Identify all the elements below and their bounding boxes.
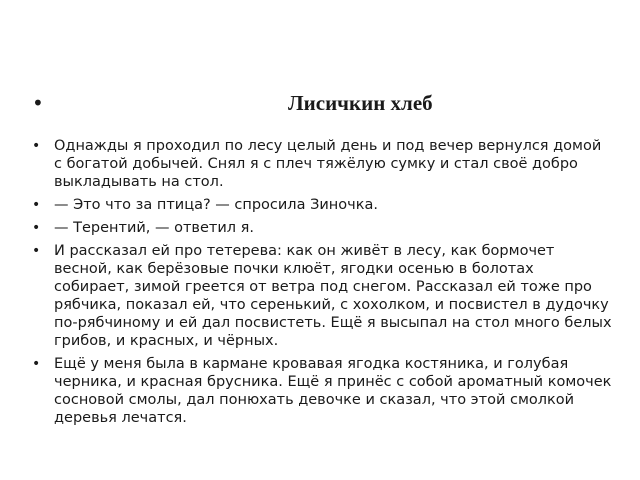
list-item: [32, 355, 612, 427]
bullet-icon: •: [32, 197, 41, 213]
list-item: [32, 219, 612, 237]
bullet-icon: •: [32, 91, 44, 115]
list-item: [32, 137, 612, 191]
bullet-icon: •: [32, 138, 41, 154]
bullet-icon: •: [32, 243, 41, 259]
paragraph-text: И рассказал ей про тетерева: как он живёт в лесу, как бормочет весной, как берёзовые почки клюёт, ягодки осенью в болотах собирает, зимой греется от ветра под снегом. Рассказал ей тоже про рябчика, показал ей, что серенький, с хохолком, и посвистел в дудочку по-рябчиному и ей дал посвистеть. Ещё я высыпал на стол много белых грибов, и красных, и чёрных.: [54, 243, 612, 349]
bullet-icon: •: [32, 220, 41, 236]
bullet-icon: •: [32, 356, 41, 372]
title-row: [32, 88, 632, 118]
paragraph-text: — Это что за птица? — спросила Зиночка.: [54, 197, 378, 213]
paragraph-text: Ещё у меня была в кармане кровавая ягодка костяника, и голубая черника, и красная брусника. Ещё я принёс с собой ароматный комочек сосновой смолы, дал понюхать девочке и сказал, что этой смолкой деревья лечатся.: [54, 356, 612, 426]
list-item: [32, 242, 612, 350]
paragraph-text: — Терентий, — ответил я.: [54, 220, 254, 236]
slide-title: Лисичкин хлеб: [288, 91, 433, 115]
list-item: [32, 196, 612, 214]
paragraph-list: [32, 137, 612, 432]
paragraph-text: Однажды я проходил по лесу целый день и под вечер вернулся домой с богатой добычей. Снял я с плеч тяжёлую сумку и стал своё добро выкладывать на стол.: [54, 138, 602, 190]
